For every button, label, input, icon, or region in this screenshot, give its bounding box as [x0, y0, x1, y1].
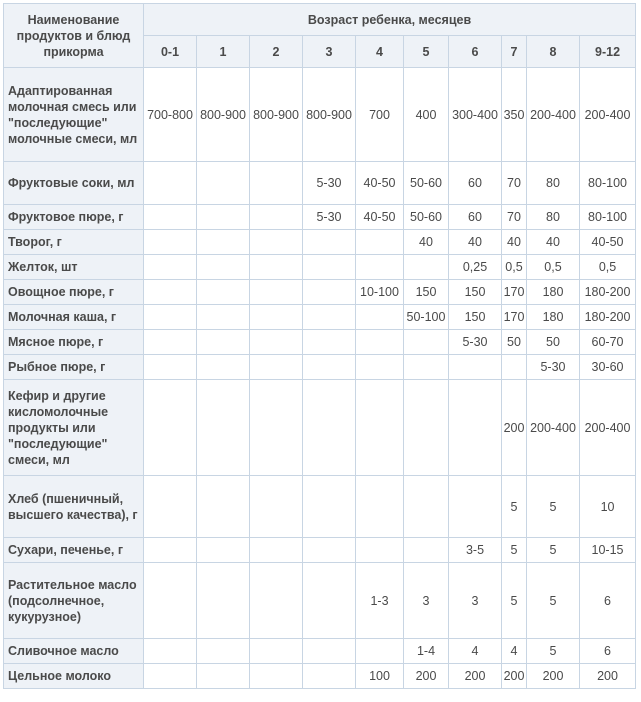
product-name-cell: Овощное пюре, г: [4, 280, 144, 305]
value-cell: 3: [449, 563, 502, 639]
value-cell: 1-4: [404, 639, 449, 664]
month-header: 8: [527, 36, 580, 68]
value-cell: 200: [404, 664, 449, 689]
value-cell: 700: [356, 68, 404, 162]
value-cell: 300-400: [449, 68, 502, 162]
value-cell: 40: [449, 230, 502, 255]
value-cell: [250, 162, 303, 205]
product-name-cell: Цельное молоко: [4, 664, 144, 689]
value-cell: 150: [449, 280, 502, 305]
month-header: 5: [404, 36, 449, 68]
feeding-norms-table: [3, 3, 636, 689]
value-cell: [449, 476, 502, 538]
value-cell: 10-15: [580, 538, 636, 563]
value-cell: [303, 355, 356, 380]
value-cell: [144, 305, 197, 330]
value-cell: [404, 255, 449, 280]
value-cell: 60-70: [580, 330, 636, 355]
product-name-cell: Растительное масло (подсолнечное, кукурузное): [4, 563, 144, 639]
value-cell: 150: [449, 305, 502, 330]
value-cell: [197, 230, 250, 255]
value-cell: [197, 380, 250, 476]
value-cell: [250, 230, 303, 255]
table-row: [4, 563, 636, 639]
value-cell: 0,5: [580, 255, 636, 280]
value-cell: [356, 255, 404, 280]
value-cell: [197, 538, 250, 563]
value-cell: 60: [449, 205, 502, 230]
product-name-cell: Сливочное масло: [4, 639, 144, 664]
product-name-cell: Творог, г: [4, 230, 144, 255]
value-cell: 10: [580, 476, 636, 538]
value-cell: [404, 330, 449, 355]
value-cell: 1-3: [356, 563, 404, 639]
value-cell: [144, 280, 197, 305]
month-header: 6: [449, 36, 502, 68]
table-row: [4, 305, 636, 330]
month-header: 7: [502, 36, 527, 68]
value-cell: [303, 330, 356, 355]
value-cell: 170: [502, 280, 527, 305]
product-name-cell: Желток, шт: [4, 255, 144, 280]
value-cell: [197, 639, 250, 664]
value-cell: [144, 538, 197, 563]
value-cell: 50-60: [404, 205, 449, 230]
value-cell: 200: [580, 664, 636, 689]
product-name-cell: Фруктовое пюре, г: [4, 205, 144, 230]
table-row: [4, 380, 636, 476]
value-cell: 180: [527, 280, 580, 305]
value-cell: [404, 355, 449, 380]
value-cell: 30-60: [580, 355, 636, 380]
product-name-cell: Адаптированная молочная смесь или "последующие" молочные смеси, мл: [4, 68, 144, 162]
value-cell: [303, 255, 356, 280]
value-cell: [250, 205, 303, 230]
value-cell: [303, 664, 356, 689]
value-cell: 700-800: [144, 68, 197, 162]
month-header: 9-12: [580, 36, 636, 68]
month-header: 2: [250, 36, 303, 68]
value-cell: 40: [502, 230, 527, 255]
value-cell: 800-900: [197, 68, 250, 162]
value-cell: 5-30: [527, 355, 580, 380]
table-header: [4, 4, 636, 68]
value-cell: 5: [502, 476, 527, 538]
table-row: [4, 205, 636, 230]
value-cell: 200-400: [527, 68, 580, 162]
header-row-top: [4, 4, 636, 36]
value-cell: [250, 380, 303, 476]
value-cell: 200-400: [580, 68, 636, 162]
table-row: [4, 162, 636, 205]
value-cell: 5: [502, 538, 527, 563]
value-cell: [144, 476, 197, 538]
value-cell: 50: [502, 330, 527, 355]
table-body: [4, 68, 636, 689]
value-cell: [250, 330, 303, 355]
value-cell: [303, 476, 356, 538]
value-cell: 150: [404, 280, 449, 305]
value-cell: 6: [580, 639, 636, 664]
value-cell: 4: [502, 639, 527, 664]
value-cell: [250, 664, 303, 689]
table-row: [4, 664, 636, 689]
value-cell: [197, 162, 250, 205]
value-cell: 5: [527, 476, 580, 538]
product-name-cell: Кефир и другие кисломолочные продукты или "последующие" смеси, мл: [4, 380, 144, 476]
table-row: [4, 476, 636, 538]
value-cell: [197, 330, 250, 355]
value-cell: [356, 230, 404, 255]
table-row: [4, 230, 636, 255]
value-cell: 80: [527, 205, 580, 230]
value-cell: 50: [527, 330, 580, 355]
value-cell: 180-200: [580, 305, 636, 330]
value-cell: [356, 639, 404, 664]
value-cell: 60: [449, 162, 502, 205]
value-cell: [303, 380, 356, 476]
product-column-header: Наименование продуктов и блюд прикорма: [4, 4, 144, 68]
value-cell: [197, 476, 250, 538]
value-cell: [197, 305, 250, 330]
value-cell: [250, 563, 303, 639]
value-cell: [250, 538, 303, 563]
value-cell: [197, 355, 250, 380]
value-cell: [250, 280, 303, 305]
value-cell: 5-30: [449, 330, 502, 355]
value-cell: 5: [527, 563, 580, 639]
value-cell: [250, 355, 303, 380]
value-cell: [144, 380, 197, 476]
value-cell: [144, 162, 197, 205]
value-cell: [144, 664, 197, 689]
value-cell: [197, 205, 250, 230]
value-cell: 40-50: [356, 162, 404, 205]
value-cell: 40-50: [356, 205, 404, 230]
month-header: 1: [197, 36, 250, 68]
value-cell: 200: [527, 664, 580, 689]
value-cell: 170: [502, 305, 527, 330]
value-cell: 4: [449, 639, 502, 664]
value-cell: 3-5: [449, 538, 502, 563]
product-name-cell: Мясное пюре, г: [4, 330, 144, 355]
value-cell: [144, 330, 197, 355]
value-cell: 50-60: [404, 162, 449, 205]
value-cell: [356, 330, 404, 355]
value-cell: [303, 230, 356, 255]
value-cell: 0,5: [502, 255, 527, 280]
value-cell: 200: [449, 664, 502, 689]
month-header: 4: [356, 36, 404, 68]
age-group-header: Возраст ребенка, месяцев: [144, 4, 636, 36]
value-cell: [356, 476, 404, 538]
value-cell: [303, 280, 356, 305]
product-name-cell: Рыбное пюре, г: [4, 355, 144, 380]
value-cell: [197, 255, 250, 280]
table-row: [4, 280, 636, 305]
value-cell: 70: [502, 162, 527, 205]
value-cell: 5-30: [303, 162, 356, 205]
table-row: [4, 639, 636, 664]
value-cell: [303, 639, 356, 664]
value-cell: [502, 355, 527, 380]
value-cell: [356, 538, 404, 563]
value-cell: [250, 639, 303, 664]
product-name-cell: Молочная каша, г: [4, 305, 144, 330]
value-cell: 400: [404, 68, 449, 162]
value-cell: [144, 639, 197, 664]
value-cell: [250, 476, 303, 538]
table-row: [4, 330, 636, 355]
value-cell: [404, 476, 449, 538]
value-cell: [144, 563, 197, 639]
value-cell: [449, 380, 502, 476]
value-cell: 80: [527, 162, 580, 205]
value-cell: 40-50: [580, 230, 636, 255]
value-cell: 180: [527, 305, 580, 330]
value-cell: [303, 538, 356, 563]
value-cell: [250, 255, 303, 280]
value-cell: 800-900: [250, 68, 303, 162]
value-cell: 5: [527, 639, 580, 664]
value-cell: 100: [356, 664, 404, 689]
value-cell: [144, 230, 197, 255]
value-cell: [197, 664, 250, 689]
value-cell: [144, 355, 197, 380]
product-name-cell: Хлеб (пшеничный, высшего качества), г: [4, 476, 144, 538]
value-cell: 40: [404, 230, 449, 255]
value-cell: 80-100: [580, 205, 636, 230]
value-cell: [356, 355, 404, 380]
month-header: 3: [303, 36, 356, 68]
value-cell: [144, 255, 197, 280]
value-cell: [449, 355, 502, 380]
value-cell: 5: [502, 563, 527, 639]
value-cell: 800-900: [303, 68, 356, 162]
table-row: [4, 355, 636, 380]
product-name-cell: Фруктовые соки, мл: [4, 162, 144, 205]
value-cell: 200-400: [527, 380, 580, 476]
table-row: [4, 68, 636, 162]
value-cell: 70: [502, 205, 527, 230]
product-name-cell: Сухари, печенье, г: [4, 538, 144, 563]
value-cell: [197, 280, 250, 305]
value-cell: [303, 305, 356, 330]
value-cell: [303, 563, 356, 639]
value-cell: 200-400: [580, 380, 636, 476]
value-cell: [356, 305, 404, 330]
table-row: [4, 255, 636, 280]
value-cell: 10-100: [356, 280, 404, 305]
value-cell: 5: [527, 538, 580, 563]
value-cell: 40: [527, 230, 580, 255]
value-cell: [404, 380, 449, 476]
month-header: 0-1: [144, 36, 197, 68]
table-row: [4, 538, 636, 563]
value-cell: 350: [502, 68, 527, 162]
value-cell: [404, 538, 449, 563]
value-cell: 200: [502, 664, 527, 689]
value-cell: 180-200: [580, 280, 636, 305]
value-cell: 200: [502, 380, 527, 476]
value-cell: [197, 563, 250, 639]
value-cell: 0,5: [527, 255, 580, 280]
value-cell: 0,25: [449, 255, 502, 280]
value-cell: [356, 380, 404, 476]
value-cell: 6: [580, 563, 636, 639]
value-cell: [250, 305, 303, 330]
value-cell: 5-30: [303, 205, 356, 230]
value-cell: 80-100: [580, 162, 636, 205]
value-cell: [144, 205, 197, 230]
value-cell: 3: [404, 563, 449, 639]
value-cell: 50-100: [404, 305, 449, 330]
